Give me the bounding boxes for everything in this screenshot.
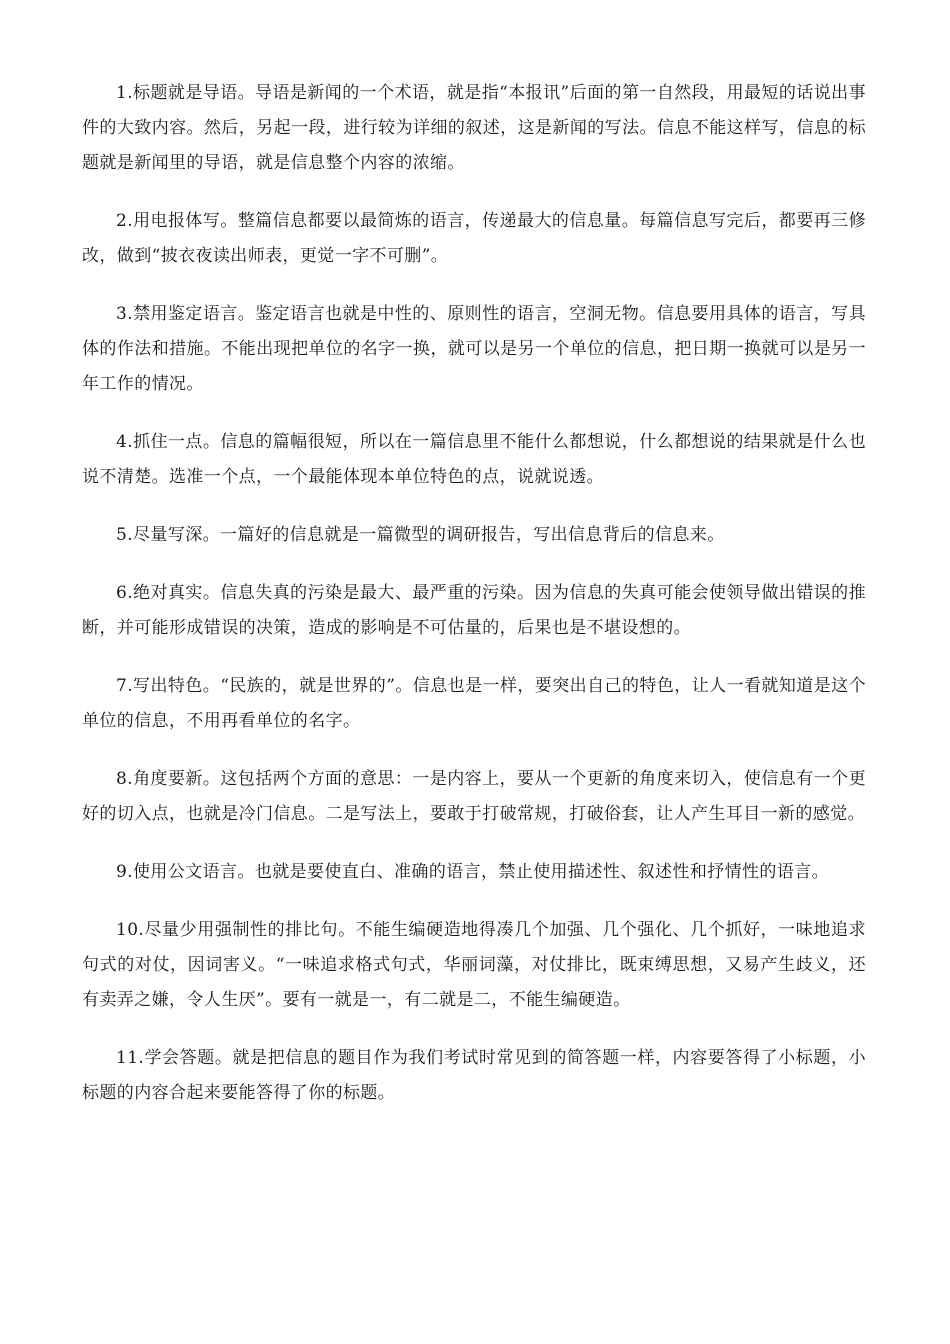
paragraph-6: 6.绝对真实。信息失真的污染是最大、最严重的污染。因为信息的失真可能会使领导做出错误的推断，并可能形成错误的决策，造成的影响是不可估量的，后果也是不堪设想的。 — [82, 583, 866, 638]
paragraph-3: 3.禁用鉴定语言。鉴定语言也就是中性的、原则性的语言，空洞无物。信息要用具体的语言，写具体的作法和措施。不能出现把单位的名字一换，就可以是另一个单位的信息，把日期一换就可以是另一年工作的情况。 — [82, 304, 866, 394]
document-body — [82, 76, 866, 1134]
paragraph-7: 7.写出特色。“民族的，就是世界的”。信息也是一样，要突出自己的特色，让人一看就知道是这个单位的信息，不用再看单位的名字。 — [82, 676, 866, 731]
paragraph-1: 1.标题就是导语。导语是新闻的一个术语，就是指“本报讯”后面的第一自然段，用最短的话说出事件的大致内容。然后，另起一段，进行较为详细的叙述，这是新闻的写法。信息不能这样写，信息的标题就是新闻里的导语，就是信息整个内容的浓缩。 — [82, 83, 866, 173]
paragraph-5: 5.尽量写深。一篇好的信息就是一篇微型的调研报告，写出信息背后的信息来。 — [116, 525, 725, 545]
paragraph-11: 11.学会答题。就是把信息的题目作为我们考试时常见到的简答题一样，内容要答得了小标题，小标题的内容合起来要能答得了你的标题。 — [82, 1048, 866, 1103]
paragraph-9: 9.使用公文语言。也就是要使直白、准确的语言，禁止使用描述性、叙述性和抒情性的语言。 — [116, 862, 830, 882]
paragraph-2: 2.用电报体写。整篇信息都要以最简炼的语言，传递最大的信息量。每篇信息写完后，都要再三修改，做到“披衣夜读出师表，更觉一字不可删”。 — [82, 211, 866, 266]
paragraph-8: 8.角度要新。这包括两个方面的意思：一是内容上，要从一个更新的角度来切入，使信息有一个更好的切入点，也就是冷门信息。二是写法上，要敢于打破常规，打破俗套，让人产生耳目一新的感觉。 — [82, 769, 866, 824]
paragraph-10: 10.尽量少用强制性的排比句。不能生编硬造地得凑几个加强、几个强化、几个抓好，一味地追求句式的对仗，因词害义。“一味追求格式句式，华丽词藻，对仗排比，既束缚思想，又易产生歧义，还有卖弄之嫌，令人生厌”。要有一就是一，有二就是二，不能生编硬造。 — [82, 920, 866, 1010]
paragraph-4: 4.抓住一点。信息的篇幅很短，所以在一篇信息里不能什么都想说，什么都想说的结果就是什么也说不清楚。选准一个点，一个最能体现本单位特色的点，说就说透。 — [82, 432, 866, 487]
